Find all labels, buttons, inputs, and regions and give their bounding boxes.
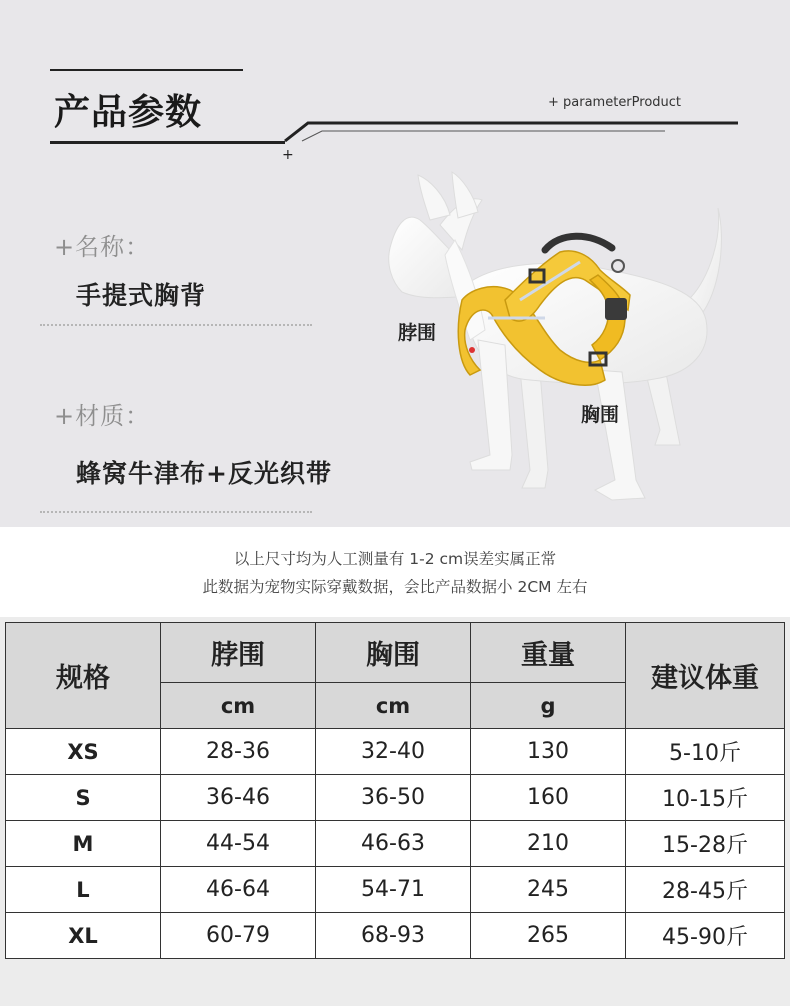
table-row xyxy=(6,867,785,913)
neck-label: 脖围 xyxy=(398,322,437,344)
table-row xyxy=(6,821,785,867)
chest-cell: 46-63 xyxy=(316,821,471,867)
wearing-note: 此数据为宠物实际穿戴数据，会比产品数据小 2CM 左右 xyxy=(202,578,588,596)
neck-cell: 60-79 xyxy=(161,913,316,959)
name-value: 手提式胸背 xyxy=(76,281,207,310)
material-value: 蜂窝牛津布+反光织带 xyxy=(76,459,332,488)
neck-cell: 36-46 xyxy=(161,775,316,821)
size-cell: XL xyxy=(6,913,161,959)
chest-cell: 32-40 xyxy=(316,729,471,775)
unit-weight: g xyxy=(471,683,626,729)
neck-cell: 28-36 xyxy=(161,729,316,775)
size-cell: L xyxy=(6,867,161,913)
neck-cell: 44-54 xyxy=(161,821,316,867)
weight-cell: 265 xyxy=(471,913,626,959)
measurement-note: 以上尺寸均为人工测量有 1-2 cm误差实属正常 xyxy=(233,550,557,568)
header-neck: 脖围 xyxy=(161,623,316,683)
chest-cell: 54-71 xyxy=(316,867,471,913)
suggest-cell: 5-10斤 xyxy=(626,729,785,775)
weight-cell: 130 xyxy=(471,729,626,775)
header-chest: 胸围 xyxy=(316,623,471,683)
unit-chest: cm xyxy=(316,683,471,729)
chest-cell: 68-93 xyxy=(316,913,471,959)
size-cell: S xyxy=(6,775,161,821)
size-cell: M xyxy=(6,821,161,867)
unit-neck: cm xyxy=(161,683,316,729)
header-spec: 规格 xyxy=(6,623,161,729)
section-subtitle: + parameterProduct xyxy=(548,95,682,110)
neck-cell: 46-64 xyxy=(161,867,316,913)
plus-mark: + xyxy=(282,147,294,163)
size-table xyxy=(5,622,785,959)
chest-cell: 36-50 xyxy=(316,775,471,821)
weight-cell: 245 xyxy=(471,867,626,913)
suggest-cell: 10-15斤 xyxy=(626,775,785,821)
table-row xyxy=(6,775,785,821)
name-label: +名称： xyxy=(54,233,151,261)
weight-cell: 160 xyxy=(471,775,626,821)
page-title: 产品参数 xyxy=(54,92,203,133)
material-label: +材质： xyxy=(54,402,151,430)
suggest-cell: 15-28斤 xyxy=(626,821,785,867)
table-row xyxy=(6,729,785,775)
header-suggested-weight: 建议体重 xyxy=(626,623,785,729)
suggest-cell: 45-90斤 xyxy=(626,913,785,959)
weight-cell: 210 xyxy=(471,821,626,867)
suggest-cell: 28-45斤 xyxy=(626,867,785,913)
chest-label: 胸围 xyxy=(581,404,620,426)
header-weight: 重量 xyxy=(471,623,626,683)
size-cell: XS xyxy=(6,729,161,775)
notes-band xyxy=(0,527,790,617)
table-row xyxy=(6,913,785,959)
